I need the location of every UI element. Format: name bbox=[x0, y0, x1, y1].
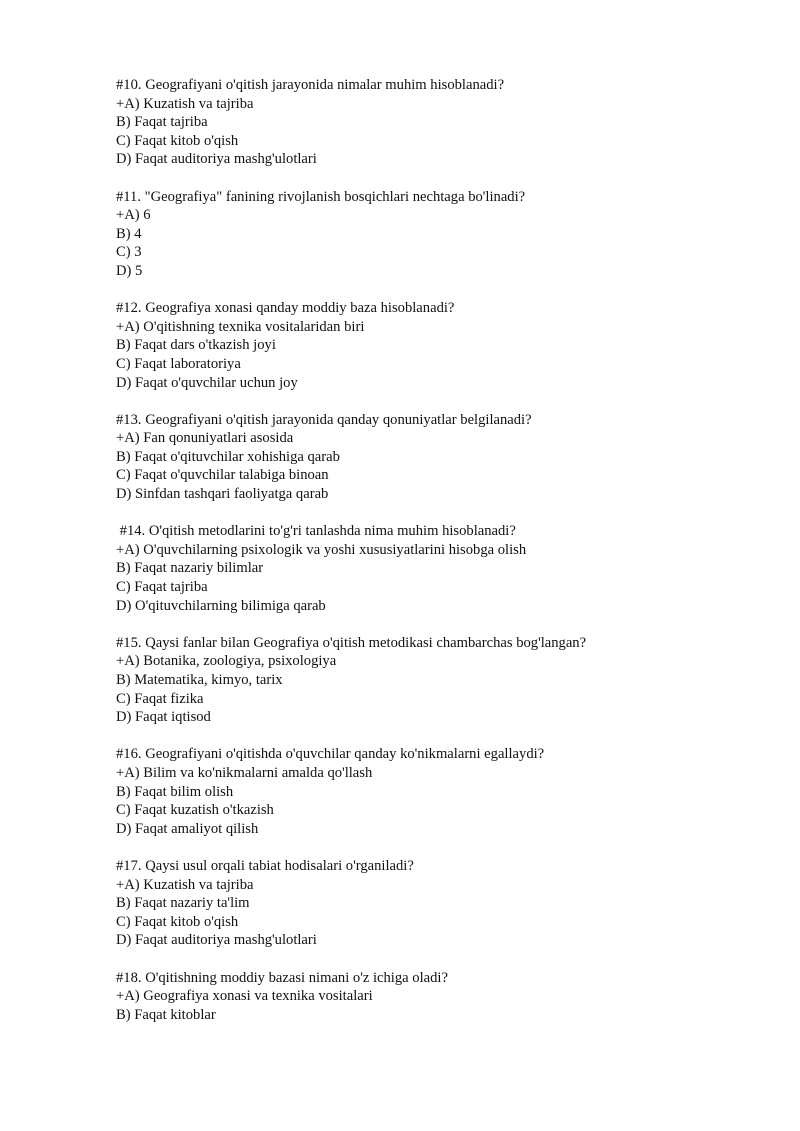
answer-option: D) Faqat auditoriya mashg'ulotlari bbox=[116, 151, 317, 168]
answer-option: D) Sinfdan tashqari faoliyatga qarab bbox=[116, 486, 329, 503]
document-page bbox=[116, 76, 756, 1043]
answer-option: C) Faqat kitob o'qish bbox=[116, 913, 239, 930]
answer-option: B) Matematika, kimyo, tarix bbox=[116, 672, 283, 688]
answer-option: +A) 6 bbox=[116, 207, 151, 224]
answer-option: D) Faqat auditoriya mashg'ulotlari bbox=[116, 932, 317, 949]
question-15 bbox=[116, 634, 756, 727]
answer-option: B) Faqat dars o'tkazish joyi bbox=[116, 337, 276, 354]
answer-option: B) Faqat o'qituvchilar xohishiga qarab bbox=[116, 448, 340, 465]
answer-option: D) 5 bbox=[116, 262, 143, 279]
question-title: #12. Geografiya xonasi qanday moddiy baza hisoblanadi? bbox=[116, 300, 455, 317]
answer-option: +A) Kuzatish va tajriba bbox=[116, 95, 254, 112]
answer-option: C) Faqat laboratoriya bbox=[116, 355, 241, 372]
answer-option: B) Faqat tajriba bbox=[116, 114, 208, 131]
question-title: #13. Geografiyani o'qitish jarayonida qanday qonuniyatlar belgilanadi? bbox=[116, 411, 532, 428]
question-11 bbox=[116, 188, 756, 281]
question-18 bbox=[116, 969, 756, 1025]
answer-option: B) Faqat nazariy bilimlar bbox=[116, 560, 264, 577]
answer-option: C) Faqat o'quvchilar talabiga binoan bbox=[116, 467, 329, 484]
answer-option: C) Faqat fizika bbox=[116, 690, 204, 707]
answer-option: +A) O'qitishning texnika vositalaridan biri bbox=[116, 318, 365, 335]
question-title: #11. "Geografiya" fanining rivojlanish bosqichlari nechtaga bo'linadi? bbox=[116, 188, 526, 205]
answer-option: D) Faqat iqtisod bbox=[116, 709, 211, 726]
question-title: #16. Geografiyani o'qitishda o'quvchilar qanday ko'nikmalarni egallaydi? bbox=[116, 746, 545, 763]
answer-option: C) Faqat kuzatish o'tkazish bbox=[116, 802, 274, 819]
question-title: #15. Qaysi fanlar bilan Geografiya o'qitish metodikasi chambarchas bog'langan? bbox=[116, 634, 587, 651]
question-17 bbox=[116, 857, 756, 950]
answer-option: B) Faqat bilim olish bbox=[116, 783, 234, 800]
answer-option: +A) Bilim va ko'nikmalarni amalda qo'llash bbox=[116, 764, 373, 781]
answer-option: D) O'qituvchilarning bilimiga qarab bbox=[116, 597, 326, 614]
answer-option: +A) Botanika, zoologiya, psixologiya bbox=[116, 653, 337, 670]
question-title: #10. Geografiyani o'qitish jarayonida nimalar muhim hisoblanadi? bbox=[116, 77, 505, 93]
answer-option: +A) Kuzatish va tajriba bbox=[116, 876, 254, 893]
question-10 bbox=[116, 76, 756, 169]
question-title: #17. Qaysi usul orqali tabiat hodisalari o'rganiladi? bbox=[116, 857, 414, 874]
question-title: #14. O'qitish metodlarini to'g'ri tanlashda nima muhim hisoblanadi? bbox=[116, 523, 516, 540]
answer-option: C) 3 bbox=[116, 244, 142, 261]
question-12 bbox=[116, 299, 756, 392]
answer-option: B) 4 bbox=[116, 225, 142, 242]
question-16 bbox=[116, 745, 756, 838]
answer-option: +A) Geografiya xonasi va texnika vositalari bbox=[116, 988, 373, 1005]
question-title: #18. O'qitishning moddiy bazasi nimani o'z ichiga oladi? bbox=[116, 969, 448, 986]
answer-option: D) Faqat amaliyot qilish bbox=[116, 820, 259, 837]
answer-option: D) Faqat o'quvchilar uchun joy bbox=[116, 374, 298, 391]
answer-option: B) Faqat kitoblar bbox=[116, 1006, 216, 1023]
answer-option: C) Faqat kitob o'qish bbox=[116, 132, 239, 149]
answer-option: +A) O'quvchilarning psixologik va yoshi xususiyatlarini hisobga olish bbox=[116, 541, 527, 558]
question-14 bbox=[116, 522, 756, 615]
answer-option: C) Faqat tajriba bbox=[116, 579, 208, 596]
answer-option: B) Faqat nazariy ta'lim bbox=[116, 895, 250, 912]
answer-option: +A) Fan qonuniyatlari asosida bbox=[116, 430, 294, 447]
question-13 bbox=[116, 411, 756, 504]
